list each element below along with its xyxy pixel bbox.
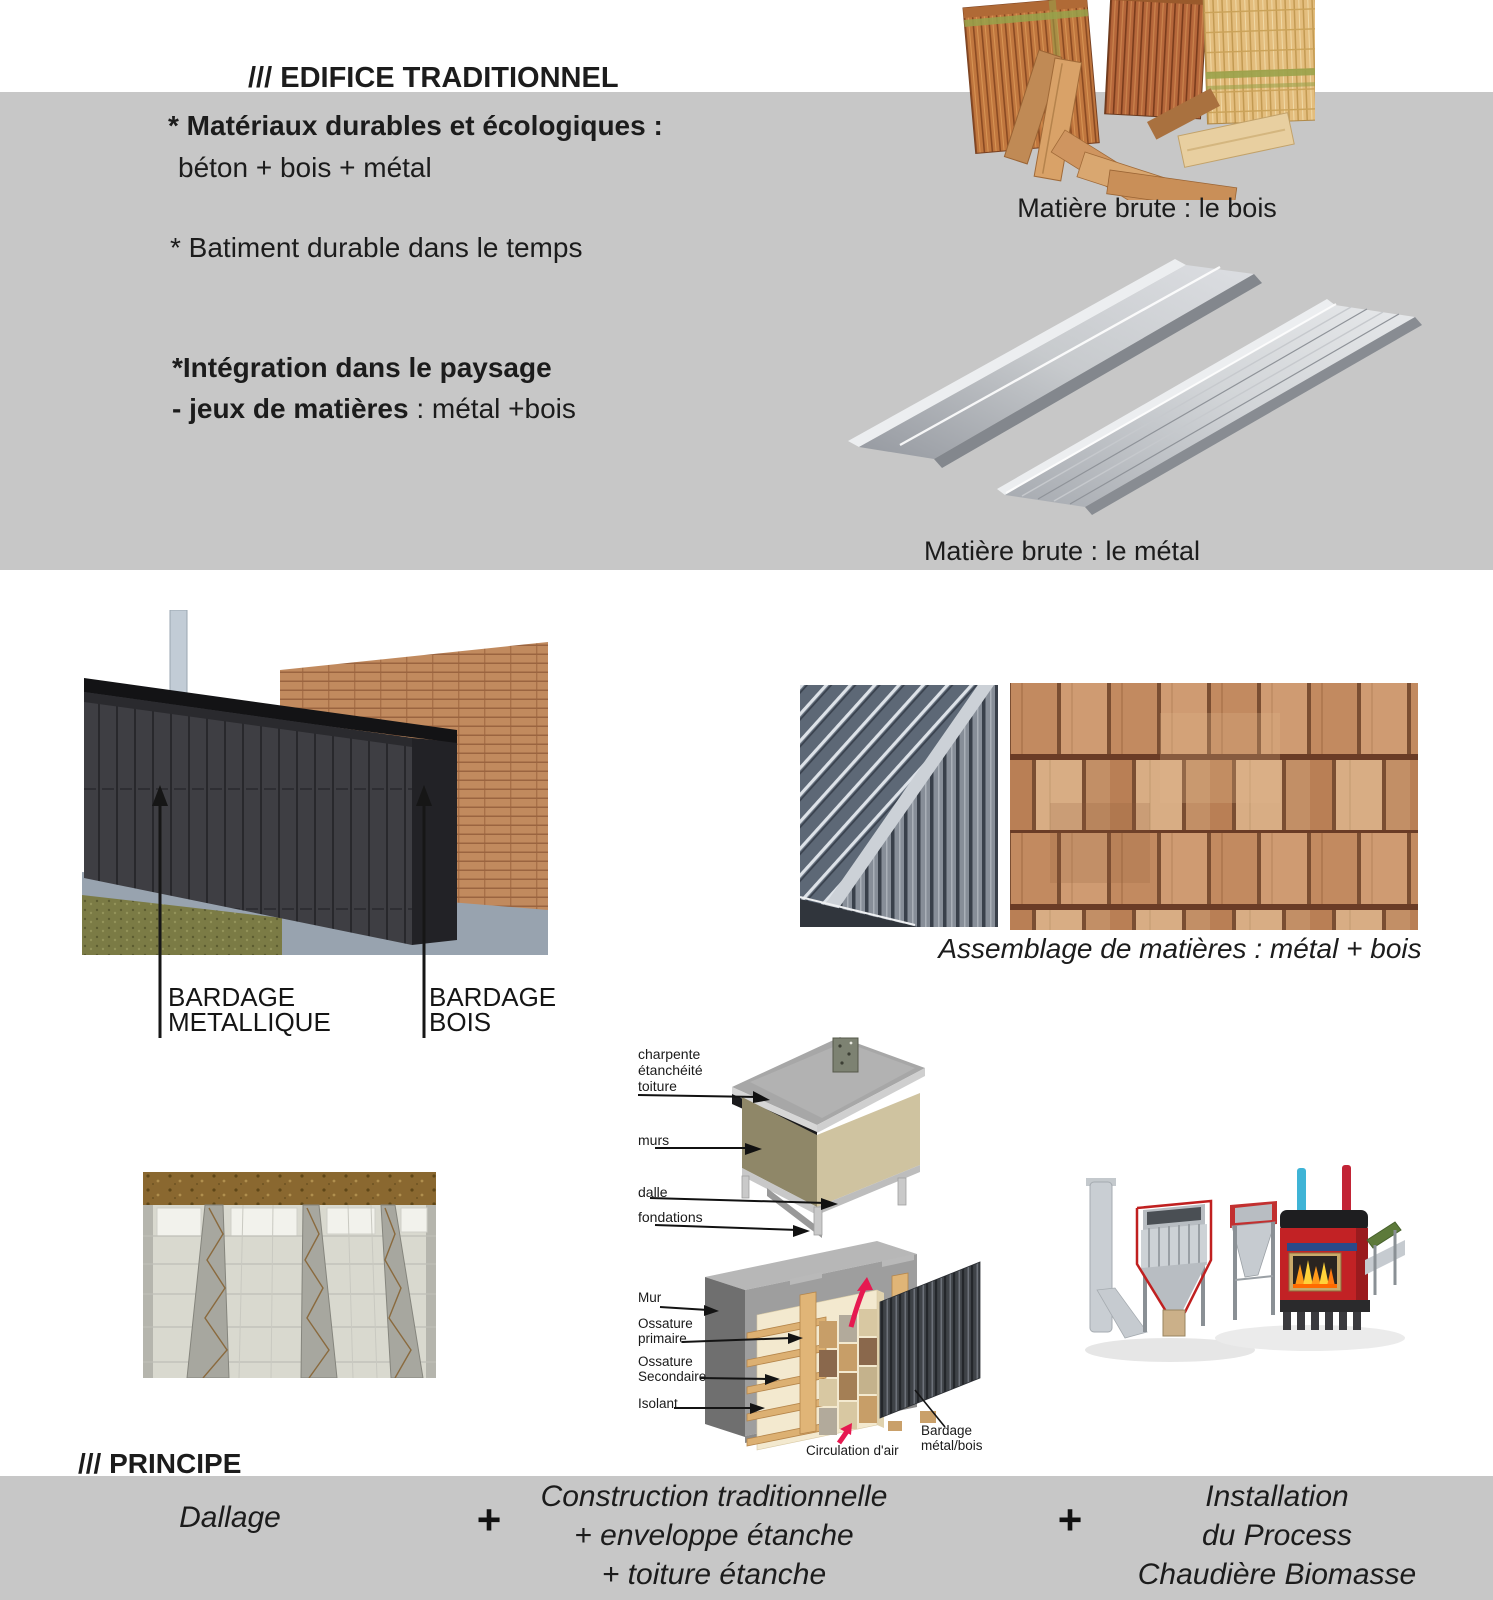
slab-photo (143, 1172, 436, 1378)
page-title: /// EDIFICE TRADITIONNEL (248, 62, 619, 94)
wall-insulation-label: Isolant (638, 1396, 678, 1411)
metal-roof-photo (800, 685, 998, 927)
bardage-metal-line1: BARDAGE (168, 982, 296, 1012)
primary-l2: primaire (638, 1330, 687, 1346)
integration-rest: : métal +bois (408, 393, 576, 424)
integration-bold: - jeux de matières (172, 393, 409, 424)
materials-detail: béton + bois + métal (178, 152, 432, 183)
roof-label-l2: étanchéité (638, 1062, 703, 1078)
item3-l2: du Process (1201, 1519, 1353, 1552)
wood-material-photo (935, 0, 1315, 200)
bardage-metal-line2: METALLIQUE (168, 1007, 331, 1037)
secondary-l2: Secondaire (638, 1368, 707, 1384)
principle-item2 (541, 1477, 888, 1594)
principle-title: /// PRINCIPE (78, 1448, 242, 1479)
air-circulation-label: Circulation d'air (806, 1443, 899, 1458)
materials-heading: * Matériaux durables et écologiques : (168, 110, 663, 141)
biomass-boiler-render (1075, 1160, 1405, 1390)
item3-l1: Installation (1205, 1480, 1349, 1513)
wall-secondary-label (638, 1355, 706, 1384)
wall-cladding-label (921, 1424, 983, 1453)
integration-line (172, 393, 576, 425)
bardage-bois-line2: BOIS (429, 1007, 492, 1037)
item2-l3: + toiture étanche (601, 1558, 827, 1591)
wall-primary-label (638, 1317, 693, 1346)
roof-label-l1: charpente (638, 1046, 701, 1062)
wood-caption: Matière brute : le bois (1017, 193, 1277, 223)
house-slab-label: dalle (638, 1184, 668, 1200)
house-foundations-label: fondations (638, 1209, 703, 1225)
principle-item3 (1138, 1477, 1416, 1594)
bardage-metallique-label (168, 982, 331, 1037)
bardage-bois-line1: BARDAGE (429, 982, 557, 1012)
metal-caption: Matière brute : le métal (923, 536, 1201, 566)
roof-label-l3: toiture (638, 1078, 677, 1094)
item2-l2: + enveloppe étanche (574, 1519, 854, 1552)
wall-mur-label: Mur (638, 1290, 662, 1305)
house-roof-label (638, 1046, 703, 1094)
item2-l1: Construction traditionnelle (540, 1480, 888, 1513)
assembly-caption: Assemblage de matières : métal + bois (938, 933, 1422, 964)
principle-item1: Dallage (179, 1501, 281, 1534)
wood-shingles-photo (1010, 683, 1418, 930)
bardage-bois-label (429, 982, 557, 1037)
cladding-l1: Bardage (921, 1423, 973, 1438)
metal-sheets-photo (830, 253, 1430, 515)
secondary-l1: Ossature (638, 1354, 693, 1369)
cladding-l2: métal/bois (921, 1437, 983, 1453)
house-walls-label: murs (638, 1132, 670, 1148)
durability-line: * Batiment durable dans le temps (170, 232, 583, 263)
item3-l3: Chaudière Biomasse (1137, 1558, 1417, 1591)
integration-heading: *Intégration dans le paysage (172, 352, 552, 383)
primary-l1: Ossature (638, 1316, 693, 1331)
plus-sign-1: + (476, 1496, 502, 1543)
plus-sign-2: + (1057, 1496, 1083, 1543)
